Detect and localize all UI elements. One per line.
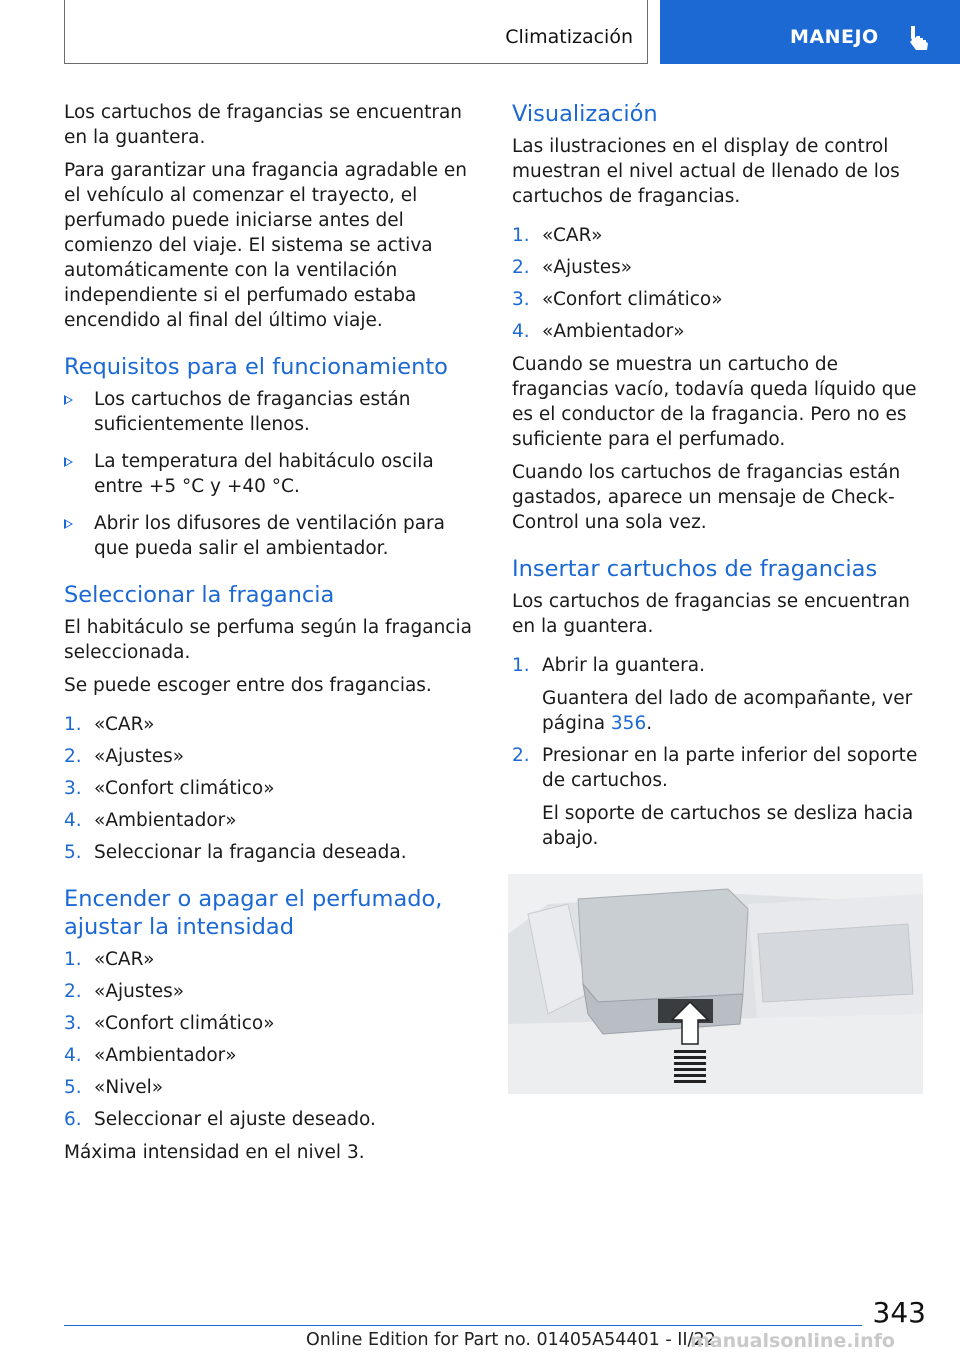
select-fragrance-heading: Seleccionar la fragancia: [64, 582, 335, 608]
display-steps-list: [512, 223, 924, 344]
triangle-bullet-icon: [64, 519, 73, 529]
page-number: 343: [872, 1296, 926, 1329]
watermark-text: manualsonline.info: [690, 1330, 895, 1352]
list-item: 1. «CAR»: [512, 225, 603, 246]
list-item: 3. «Confort climático»: [64, 778, 275, 799]
list-item: 4. «Ambientador»: [64, 1045, 237, 1066]
onoff-heading: Encender o apagar el perfumado, ajustar la intensidad: [64, 886, 443, 940]
header-chapter-tab[interactable]: [660, 0, 960, 64]
intro-paragraph: Los cartuchos de fragancias se encuentran en la guantera.: [64, 102, 463, 148]
requirements-list: [64, 387, 476, 561]
display-paragraph-2: Cuando se muestra un cartucho de fragancias vacío, todavía queda líquido que es el conductor de la fragancia. Pero no es suficiente para el perfumado.: [512, 354, 917, 450]
step-detail: El soporte de cartuchos se desliza hacia abajo.: [542, 803, 914, 849]
list-item: 1. «CAR»: [64, 949, 155, 970]
select-steps-list: [64, 712, 476, 865]
list-item: 3. «Confort climático»: [512, 289, 723, 310]
header-section-box: [64, 0, 648, 64]
display-paragraph-1: Las ilustraciones en el display de control muestran el nivel actual de llenado de los cartuchos de fragancias.: [512, 136, 900, 207]
insert-steps-list: [512, 653, 924, 851]
triangle-bullet-icon: [64, 457, 73, 467]
step-detail: Guantera del lado de acompañante, ver página 356.: [542, 688, 913, 734]
onoff-steps-list: [64, 947, 476, 1132]
header-section-title: Climatización: [505, 26, 633, 48]
display-paragraph-3: Cuando los cartuchos de fragancias están gastados, aparece un mensaje de Check-Control una sola vez.: [512, 462, 901, 533]
list-item: 2. «Ajustes»: [64, 981, 185, 1002]
requirements-heading: Requisitos para el funcionamiento: [64, 354, 448, 380]
list-item: 6. Seleccionar el ajuste deseado.: [64, 1109, 376, 1130]
edition-footer: Online Edition for Part no. 01405A54401 - II/22: [306, 1330, 716, 1350]
header-chapter-label: MANEJO: [790, 26, 879, 48]
page-reference-link[interactable]: 356: [610, 713, 647, 734]
list-item: 5. Seleccionar la fragancia deseada.: [64, 842, 407, 863]
right-column: [512, 100, 924, 859]
list-item: Abrir los difusores de ventilación para que pueda salir el ambientador.: [64, 511, 476, 561]
list-item: 4. «Ambientador»: [512, 321, 685, 342]
select-paragraph-2: Se puede escoger entre dos fragancias.: [64, 675, 432, 696]
list-item: Los cartuchos de fragancias están suficientemente llenos.: [64, 387, 476, 437]
glovebox-photo-drawing: [508, 874, 923, 1094]
insert-paragraph: Los cartuchos de fragancias se encuentran en la guantera.: [512, 591, 911, 637]
cartridge-holder-illustration: [508, 874, 923, 1094]
list-item: 2. «Ajustes»: [512, 257, 633, 278]
list-item: 4. «Ambientador»: [64, 810, 237, 831]
list-item: 2. Presionar en la parte inferior del soporte de cartuchos. El soporte de cartuchos se desliza hacia abajo.: [512, 743, 924, 851]
scent-start-paragraph: Para garantizar una fragancia agradable en el vehículo al comenzar el trayecto, el perfumado puede iniciarse antes del comienzo del viaje. El sistema se activa automáticamente con la ventilación independiente si el perfumado estaba encendido al final del último viaje.: [64, 160, 467, 331]
list-item: 3. «Confort climático»: [64, 1013, 275, 1034]
triangle-bullet-icon: [64, 395, 73, 405]
list-item: 1. Abrir la guantera. Guantera del lado de acompañante, ver página 356.: [512, 653, 924, 736]
left-column: [64, 100, 476, 1173]
select-paragraph-1: El habitáculo se perfuma según la fragancia seleccionada.: [64, 617, 472, 663]
list-item: 5. «Nivel»: [64, 1077, 164, 1098]
footer-divider: [64, 1325, 862, 1326]
insert-heading: Insertar cartuchos de fragancias: [512, 556, 878, 582]
display-heading: Visualización: [512, 101, 658, 127]
list-item: 1. «CAR»: [64, 714, 155, 735]
pointing-hand-icon: [907, 24, 931, 52]
list-item: 2. «Ajustes»: [64, 746, 185, 767]
intensity-note: Máxima intensidad en el nivel 3.: [64, 1142, 365, 1163]
list-item: La temperatura del habitáculo oscila entre +5 °C y +40 °C.: [64, 449, 476, 499]
